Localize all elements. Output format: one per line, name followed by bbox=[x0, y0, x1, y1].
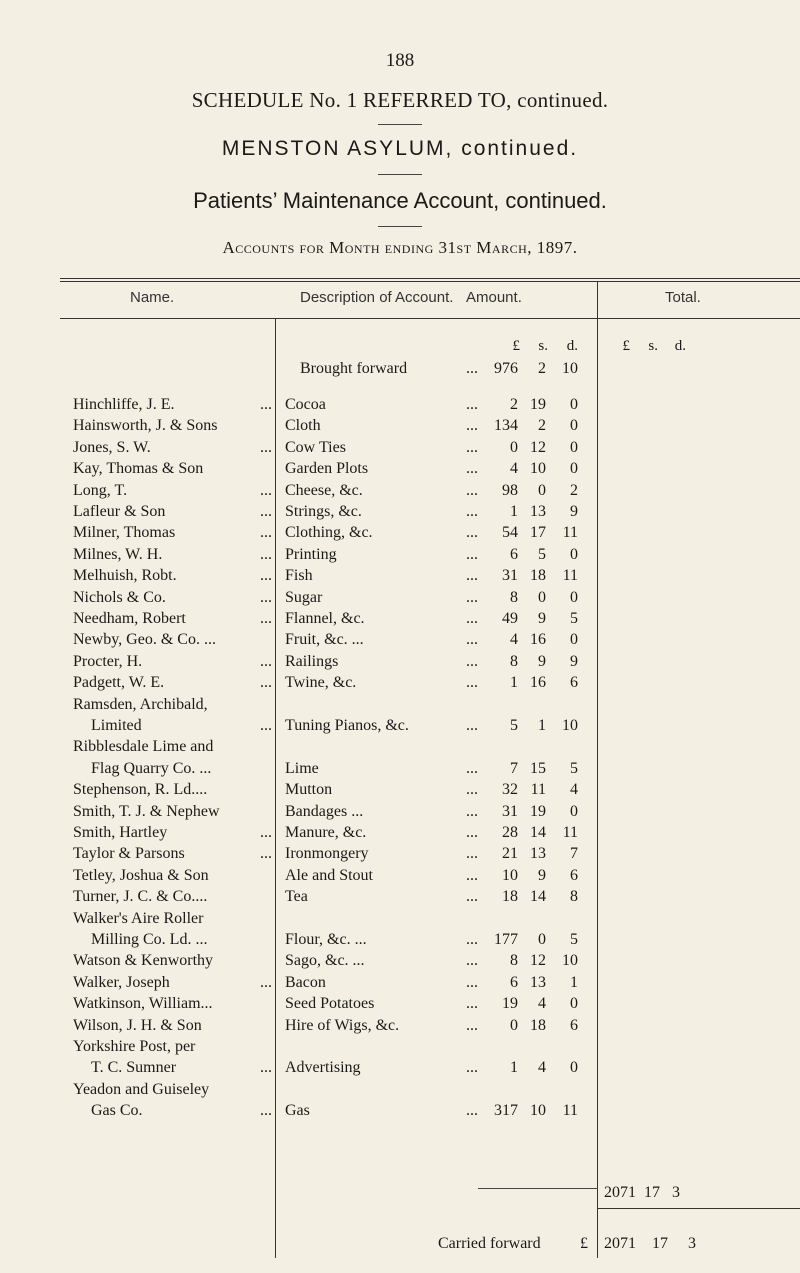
account-description: Clothing, &c. bbox=[285, 524, 373, 542]
table-row bbox=[0, 672, 800, 694]
leader-dots: ... bbox=[466, 973, 478, 991]
pounds: 10 bbox=[502, 866, 518, 884]
pounds: 1 bbox=[510, 674, 518, 692]
pence: 0 bbox=[570, 396, 578, 413]
pounds: 976 bbox=[494, 360, 518, 377]
leader-dots: ... bbox=[466, 524, 478, 542]
column-header-description: Description of Account. bbox=[300, 289, 454, 306]
leader-dots: ... bbox=[466, 610, 478, 627]
leader-dots: ... bbox=[260, 567, 272, 585]
pence: 5 bbox=[570, 931, 578, 948]
payee-name: Lafleur & Son bbox=[73, 503, 166, 520]
table-row bbox=[0, 587, 800, 609]
account-description: Tea bbox=[285, 888, 308, 906]
shillings: 9 bbox=[538, 866, 546, 884]
account-heading: Patients’ Maintenance Account, continued. bbox=[193, 188, 607, 213]
leader-dots: ... bbox=[260, 396, 272, 413]
pounds: 19 bbox=[502, 995, 518, 1013]
account-description: Garden Plots bbox=[285, 460, 369, 478]
pounds: 4 bbox=[510, 460, 518, 478]
leader-dots: ... bbox=[260, 588, 272, 606]
pounds: 1 bbox=[510, 1059, 518, 1077]
pounds: 32 bbox=[502, 781, 518, 799]
shillings: 16 bbox=[530, 631, 546, 649]
list-item bbox=[0, 908, 800, 930]
table-row bbox=[0, 950, 800, 972]
table-row bbox=[0, 394, 800, 416]
payee-name: Milnes, W. H. bbox=[73, 545, 163, 563]
pence: 11 bbox=[562, 524, 578, 542]
pounds: 8 bbox=[510, 588, 518, 606]
pence: 10 bbox=[562, 952, 578, 970]
table-row bbox=[0, 415, 800, 437]
leader-dots: ... bbox=[466, 717, 478, 734]
shillings: 13 bbox=[530, 845, 546, 863]
payee-name: Jones, S. W. bbox=[73, 438, 151, 456]
payee-name: Melhuish, Robt. bbox=[73, 567, 177, 585]
table-row bbox=[0, 758, 800, 780]
leader-dots: ... bbox=[466, 1102, 478, 1120]
shillings: 2 bbox=[538, 417, 546, 435]
shillings: 14 bbox=[530, 824, 546, 841]
unit-shilling: s. bbox=[538, 338, 548, 354]
payee-name: Smith, Hartley bbox=[73, 824, 168, 841]
account-description: Sago, &c. ... bbox=[285, 952, 365, 970]
payee-name: Needham, Robert bbox=[73, 610, 186, 627]
account-description: Cocoa bbox=[285, 396, 326, 413]
table-row bbox=[0, 779, 800, 801]
payee-name: Yeadon and Guiseley bbox=[73, 1080, 210, 1098]
shillings: 2 bbox=[538, 360, 546, 377]
pence: 6 bbox=[570, 1016, 578, 1034]
leader-dots: ... bbox=[260, 824, 272, 841]
table-row bbox=[0, 480, 800, 502]
pence: 11 bbox=[562, 567, 578, 585]
shillings: 17 bbox=[530, 524, 546, 542]
pounds: 54 bbox=[502, 524, 518, 542]
shillings: 12 bbox=[530, 438, 546, 456]
account-description: Hire of Wigs, &c. bbox=[285, 1016, 400, 1034]
unit-shilling: s. bbox=[648, 338, 658, 354]
pence: 7 bbox=[570, 845, 578, 863]
leader-dots: ... bbox=[466, 438, 478, 456]
pence: 5 bbox=[570, 610, 578, 627]
table-row bbox=[0, 544, 800, 566]
account-description: Advertising bbox=[285, 1059, 361, 1077]
table-row bbox=[0, 629, 800, 651]
account-description: Fruit, &c. ... bbox=[285, 631, 364, 649]
pounds: 317 bbox=[494, 1102, 518, 1120]
shillings: 18 bbox=[530, 567, 546, 585]
total-shillings: 17 bbox=[644, 1184, 660, 1201]
payee-name: Stephenson, R. Ld.... bbox=[73, 781, 208, 799]
leader-dots: ... bbox=[466, 460, 478, 478]
payee-name: Hinchliffe, J. E. bbox=[73, 396, 175, 413]
shillings: 4 bbox=[538, 995, 546, 1013]
shillings: 16 bbox=[530, 674, 546, 692]
table-row bbox=[0, 972, 800, 994]
payee-name: T. C. Sumner bbox=[91, 1059, 177, 1077]
payee-name: Wilson, J. H. & Son bbox=[73, 1016, 202, 1034]
shillings: 15 bbox=[530, 759, 546, 777]
leader-dots: ... bbox=[466, 567, 478, 585]
leader-dots: ... bbox=[466, 824, 478, 841]
carried-shillings: 17 bbox=[652, 1235, 668, 1252]
shillings: 0 bbox=[538, 931, 546, 948]
payee-name: Newby, Geo. & Co. ... bbox=[73, 631, 216, 649]
page-number: 188 bbox=[385, 50, 415, 71]
list-item bbox=[0, 1036, 800, 1058]
account-description: Twine, &c. bbox=[285, 674, 357, 692]
sum-rule bbox=[478, 1188, 598, 1189]
table-row bbox=[0, 651, 800, 673]
payee-name: Milling Co. Ld. ... bbox=[91, 931, 208, 948]
leader-dots: ... bbox=[466, 995, 478, 1013]
pence: 0 bbox=[570, 545, 578, 563]
payee-name: Padgett, W. E. bbox=[73, 674, 165, 692]
shillings: 13 bbox=[530, 503, 546, 520]
table-row bbox=[0, 843, 800, 865]
leader-dots: ... bbox=[466, 545, 478, 563]
payee-name: Yorkshire Post, per bbox=[73, 1038, 196, 1055]
pounds: 8 bbox=[510, 652, 518, 670]
pounds: 5 bbox=[510, 717, 518, 734]
pence: 0 bbox=[570, 460, 578, 478]
account-description: Printing bbox=[285, 545, 337, 563]
brought-forward-label: Brought forward bbox=[300, 360, 408, 377]
leader-dots: ... bbox=[260, 973, 272, 991]
table-row bbox=[0, 1100, 800, 1122]
table-row bbox=[0, 458, 800, 480]
column-header-amount: Amount. bbox=[466, 289, 522, 306]
payee-name: Watkinson, William... bbox=[73, 995, 213, 1013]
payee-name: Procter, H. bbox=[73, 652, 143, 670]
list-item bbox=[0, 736, 800, 758]
payee-name: Walker, Joseph bbox=[73, 973, 170, 991]
leader-dots: ... bbox=[260, 1102, 272, 1120]
period-heading: Accounts for Month ending 31st March, 1897. bbox=[222, 238, 578, 257]
schedule-heading: SCHEDULE No. 1 REFERRED TO, continued. bbox=[191, 88, 609, 112]
table-row bbox=[0, 565, 800, 587]
table-row bbox=[0, 929, 800, 951]
pounds: 18 bbox=[502, 888, 518, 906]
pence: 6 bbox=[570, 866, 578, 884]
table-row bbox=[0, 801, 800, 823]
pounds: 28 bbox=[502, 824, 518, 841]
leader-dots: ... bbox=[466, 360, 478, 377]
payee-name: Walker's Aire Roller bbox=[73, 909, 204, 927]
pounds: 1 bbox=[510, 503, 518, 520]
pounds: 4 bbox=[510, 631, 518, 649]
column-header-total: Total. bbox=[665, 289, 701, 306]
pence: 10 bbox=[562, 360, 578, 377]
payee-name: Smith, T. J. & Nephew bbox=[73, 802, 220, 820]
pounds: 31 bbox=[502, 567, 518, 585]
table-row bbox=[0, 608, 800, 630]
leader-dots: ... bbox=[466, 866, 478, 884]
payee-name: Long, T. bbox=[73, 481, 128, 499]
leader-dots: ... bbox=[260, 503, 272, 520]
table-row bbox=[0, 1015, 800, 1037]
carried-forward-row bbox=[0, 1233, 800, 1255]
total-rule bbox=[598, 1208, 800, 1209]
unit-pence: d. bbox=[566, 338, 578, 354]
list-item bbox=[0, 694, 800, 716]
leader-dots: ... bbox=[466, 588, 478, 606]
leader-dots: ... bbox=[466, 481, 478, 499]
shillings: 14 bbox=[530, 888, 546, 906]
pounds: 2 bbox=[510, 396, 518, 413]
pounds: 21 bbox=[502, 845, 518, 863]
table-row bbox=[0, 437, 800, 459]
leader-dots: ... bbox=[466, 1059, 478, 1077]
pence: 2 bbox=[570, 481, 578, 499]
total-pounds: 2071 bbox=[604, 1184, 636, 1201]
account-description: Tuning Pianos, &c. bbox=[285, 717, 409, 734]
payee-name: Flag Quarry Co. ... bbox=[91, 759, 212, 777]
pence: 0 bbox=[570, 995, 578, 1013]
pounds: 134 bbox=[494, 417, 518, 435]
shillings: 10 bbox=[530, 1102, 546, 1120]
shillings: 5 bbox=[538, 545, 546, 563]
leader-dots: ... bbox=[466, 802, 478, 820]
account-description: Flannel, &c. bbox=[285, 610, 365, 627]
pence: 4 bbox=[570, 781, 578, 799]
pence: 11 bbox=[562, 824, 578, 841]
account-description: Mutton bbox=[285, 781, 333, 799]
payee-name: Hainsworth, J. & Sons bbox=[73, 417, 218, 435]
leader-dots: ... bbox=[466, 417, 478, 435]
pence: 0 bbox=[570, 417, 578, 435]
table-row bbox=[0, 822, 800, 844]
shillings: 19 bbox=[530, 802, 546, 820]
pounds: 6 bbox=[510, 545, 518, 563]
shillings: 11 bbox=[530, 781, 546, 799]
shillings: 4 bbox=[538, 1059, 546, 1077]
leader-dots: ... bbox=[466, 931, 478, 948]
table-row bbox=[0, 1057, 800, 1079]
payee-name: Tetley, Joshua & Son bbox=[73, 866, 209, 884]
leader-dots: ... bbox=[260, 481, 272, 499]
account-description: Cow Ties bbox=[285, 438, 346, 456]
pence: 9 bbox=[570, 652, 578, 670]
shillings: 9 bbox=[538, 652, 546, 670]
payee-name: Kay, Thomas & Son bbox=[73, 460, 204, 478]
payee-name: Taylor & Parsons bbox=[73, 845, 185, 863]
leader-dots: ... bbox=[260, 652, 272, 670]
pence: 0 bbox=[570, 588, 578, 606]
account-description: Bacon bbox=[285, 973, 326, 991]
table-row bbox=[0, 886, 800, 908]
payee-name: Ribblesdale Lime and bbox=[73, 738, 214, 756]
account-description: Strings, &c. bbox=[285, 503, 362, 520]
pounds: 49 bbox=[502, 610, 518, 627]
leader-dots: ... bbox=[466, 1016, 478, 1034]
pounds: 0 bbox=[510, 438, 518, 456]
carried-pounds: 2071 bbox=[604, 1235, 636, 1252]
shillings: 12 bbox=[530, 952, 546, 970]
currency-symbol: £ bbox=[580, 1235, 588, 1252]
pence: 10 bbox=[562, 717, 578, 734]
payee-name: Milner, Thomas bbox=[73, 524, 176, 542]
leader-dots: ... bbox=[260, 1059, 272, 1077]
leader-dots: ... bbox=[466, 503, 478, 520]
shillings: 0 bbox=[538, 588, 546, 606]
account-description: Ale and Stout bbox=[285, 866, 373, 884]
shillings: 19 bbox=[530, 396, 546, 413]
leader-dots: ... bbox=[466, 781, 478, 799]
unit-pound: £ bbox=[512, 338, 520, 354]
leader-dots: ... bbox=[260, 524, 272, 542]
leader-dots: ... bbox=[466, 888, 478, 906]
shillings: 9 bbox=[538, 610, 546, 627]
pence: 0 bbox=[570, 802, 578, 820]
account-description: Ironmongery bbox=[285, 845, 369, 863]
account-description: Lime bbox=[285, 759, 319, 777]
pounds: 31 bbox=[502, 802, 518, 820]
table-row bbox=[0, 501, 800, 523]
account-description: Sugar bbox=[285, 588, 323, 606]
pounds: 98 bbox=[502, 481, 518, 499]
pence: 5 bbox=[570, 759, 578, 777]
account-description: Railings bbox=[285, 652, 339, 670]
account-description: Cheese, &c. bbox=[285, 481, 363, 499]
table-row bbox=[0, 865, 800, 887]
pounds: 8 bbox=[510, 952, 518, 970]
leader-dots: ... bbox=[466, 631, 478, 649]
unit-pound: £ bbox=[622, 338, 630, 354]
table-row bbox=[0, 715, 800, 737]
carried-pence: 3 bbox=[688, 1235, 696, 1252]
payee-name: Nichols & Co. bbox=[73, 588, 166, 606]
pounds: 0 bbox=[510, 1016, 518, 1034]
shillings: 13 bbox=[530, 973, 546, 991]
leader-dots: ... bbox=[260, 845, 272, 863]
leader-dots: ... bbox=[466, 845, 478, 863]
pence: 0 bbox=[570, 631, 578, 649]
pounds: 7 bbox=[510, 759, 518, 777]
table-row bbox=[0, 522, 800, 544]
leader-dots: ... bbox=[466, 952, 478, 970]
pence: 9 bbox=[570, 503, 578, 520]
pence: 0 bbox=[570, 1059, 578, 1077]
shillings: 18 bbox=[530, 1016, 546, 1034]
leader-dots: ... bbox=[260, 610, 272, 627]
unit-pence: d. bbox=[674, 338, 686, 354]
payee-name: Ramsden, Archibald, bbox=[73, 695, 208, 713]
leader-dots: ... bbox=[260, 438, 272, 456]
account-description: Fish bbox=[285, 567, 313, 585]
leader-dots: ... bbox=[466, 674, 478, 692]
column-header-name: Name. bbox=[130, 289, 175, 306]
pence: 11 bbox=[562, 1102, 578, 1120]
payee-name: Watson & Kenworthy bbox=[73, 952, 214, 970]
grand-total bbox=[604, 1184, 680, 1202]
account-description: Flour, &c. ... bbox=[285, 931, 367, 948]
shillings: 0 bbox=[538, 481, 546, 499]
pence: 6 bbox=[570, 674, 578, 692]
pence: 8 bbox=[570, 888, 578, 906]
shillings: 10 bbox=[530, 460, 546, 478]
pence: 0 bbox=[570, 438, 578, 456]
account-description: Seed Potatoes bbox=[285, 995, 375, 1013]
carried-forward-label: Carried forward bbox=[438, 1235, 541, 1252]
list-item bbox=[0, 1079, 800, 1101]
pounds: 6 bbox=[510, 973, 518, 991]
total-pence: 3 bbox=[672, 1184, 680, 1201]
account-description: Gas bbox=[285, 1102, 310, 1120]
leader-dots: ... bbox=[466, 759, 478, 777]
account-description: Bandages ... bbox=[285, 802, 364, 820]
leader-dots: ... bbox=[466, 652, 478, 670]
asylum-heading: MENSTON ASYLUM, continued. bbox=[221, 137, 579, 160]
leader-dots: ... bbox=[260, 717, 272, 734]
shillings: 1 bbox=[538, 717, 546, 734]
payee-name: Gas Co. bbox=[91, 1102, 143, 1120]
leader-dots: ... bbox=[466, 396, 478, 413]
account-description: Manure, &c. bbox=[285, 824, 367, 841]
pence: 1 bbox=[570, 973, 578, 991]
leader-dots: ... bbox=[260, 545, 272, 563]
account-description: Cloth bbox=[285, 417, 321, 435]
leader-dots: ... bbox=[260, 674, 272, 692]
payee-name: Limited bbox=[91, 717, 142, 734]
pounds: 177 bbox=[494, 931, 518, 948]
payee-name: Turner, J. C. & Co.... bbox=[73, 888, 208, 906]
table-row bbox=[0, 993, 800, 1015]
